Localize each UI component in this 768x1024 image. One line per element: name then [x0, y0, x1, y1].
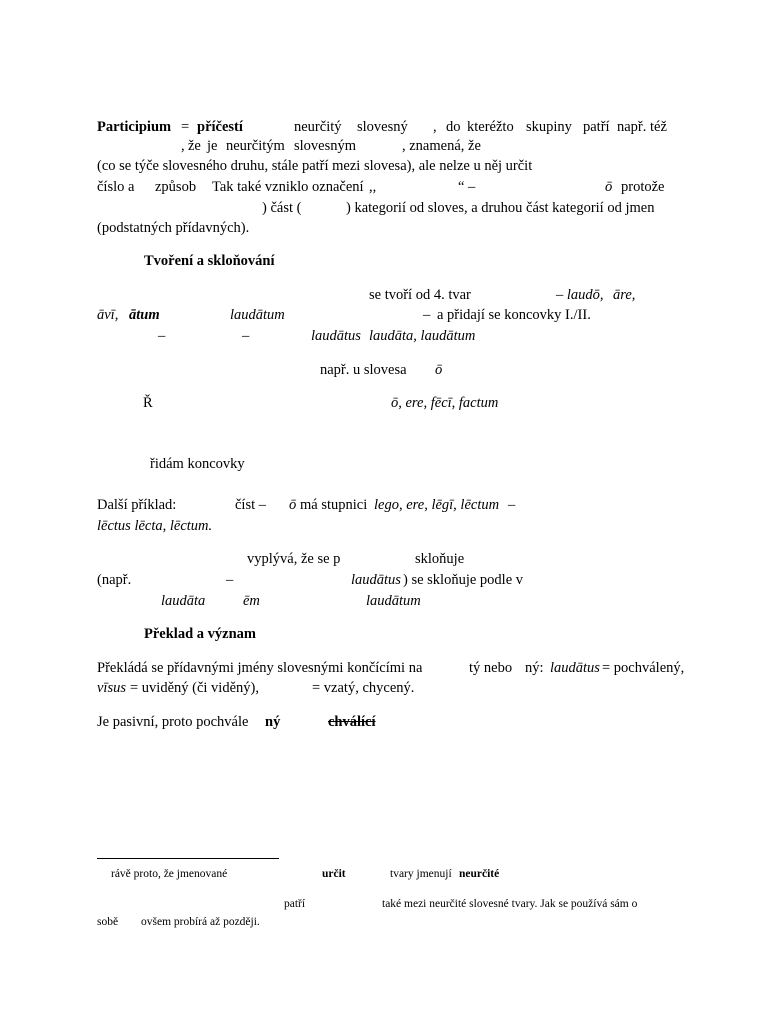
text-line: (podstatných přídavných).: [97, 220, 250, 236]
term-participium: Participium: [97, 119, 172, 135]
footnote-rule: [97, 858, 279, 859]
footnote-text: ovšem probírá až později.: [141, 916, 260, 928]
text-word: slovesný: [357, 119, 408, 135]
text-word: číslo a: [97, 179, 135, 195]
text-word: do: [446, 119, 461, 135]
latin-form: āre,: [613, 287, 636, 303]
text-word: např.: [617, 119, 647, 135]
latin-form: laudātus: [550, 660, 600, 676]
latin-supinum: ātum: [129, 307, 160, 323]
latin-form: laudāta: [161, 593, 206, 609]
text-word: kteréžto: [467, 119, 514, 135]
heading-tvoreni: Tvoření a skloňování: [144, 253, 275, 269]
text-word: –: [226, 572, 234, 588]
text-word: Další příklad:: [97, 497, 177, 513]
heading-preklad: Překlad a význam: [144, 626, 256, 642]
text-word: –: [508, 497, 516, 513]
footnote-text: neurčité: [459, 868, 500, 880]
quote-close: “ –: [458, 179, 476, 195]
text-line: řidám koncovky: [150, 456, 245, 472]
latin-form: vīsus: [97, 680, 126, 696]
footnote-text: také mezi neurčité slovesné tvary. Jak se používá sám o: [382, 898, 638, 910]
text-word: Překládá se přídavnými jmény slovesnými končícími na: [97, 660, 423, 676]
footnote-text: sobě: [97, 916, 119, 928]
text-word: ,: [433, 119, 437, 135]
text-word: neurčitým: [226, 138, 285, 154]
text-word: ) kategorií od sloves, a druhou část kategorií od jmen: [346, 200, 655, 216]
text-word: –: [242, 328, 250, 344]
latin-form: ō, ere, fēcī, factum: [391, 395, 499, 411]
footnote-text: tvary jmenují: [390, 868, 452, 880]
text-letter: Ř: [143, 395, 153, 411]
term-pricesti: příčestí: [197, 119, 243, 135]
text-word: Je pasivní, proto pochvále: [97, 714, 249, 730]
text-word: např. u slovesa: [320, 362, 407, 378]
footnote-text: patří: [284, 898, 306, 910]
latin-form: laudātum: [230, 307, 285, 323]
text-word: = pochválený,: [602, 660, 685, 676]
latin-form: lego, ere, lēgī, lēctum: [374, 497, 500, 513]
text-word: protože: [621, 179, 665, 195]
latin-form: āvī,: [97, 307, 119, 323]
latin-ending: ō: [435, 362, 443, 378]
text-word: že: [188, 138, 201, 154]
footnote-text: rávě proto, že jmenované: [111, 868, 228, 880]
text-word: –: [158, 328, 166, 344]
text-word: též: [650, 119, 667, 135]
footnote-text: určit: [322, 868, 346, 880]
latin-form: ēm: [243, 593, 260, 609]
latin-form: laudātus: [351, 572, 401, 588]
text-word: slovesným: [294, 138, 357, 154]
text-word: (např.: [97, 572, 132, 588]
text-emphasis: ný: [265, 714, 281, 730]
latin-form: laudātum: [366, 593, 421, 609]
text-word: ) se skloňuje podle v: [403, 572, 524, 588]
text-word: –: [423, 307, 431, 323]
latin-ending: ō: [605, 179, 613, 195]
text-word: ) část (: [262, 200, 302, 216]
text-word: Tak také vzniklo označení: [212, 179, 364, 195]
text-struck: chválící: [328, 714, 376, 730]
latin-ending: ō: [289, 497, 297, 513]
text-word: se tvoří od 4. tvar: [369, 287, 471, 303]
text-word: číst –: [235, 497, 267, 513]
text-word: ,: [181, 138, 185, 154]
quote-open: ,,: [369, 179, 377, 195]
text-word: ný:: [525, 660, 544, 676]
latin-form: laudāta, laudātum: [369, 328, 476, 344]
text-word: = uviděný (či viděný),: [130, 680, 259, 696]
text-word: , znamená, že: [402, 138, 481, 154]
text-word: = vzatý, chycený.: [312, 680, 415, 696]
text-word: vyplývá, že se p: [247, 551, 341, 567]
text-word: tý nebo: [469, 660, 513, 676]
text-word: způsob: [155, 179, 197, 195]
latin-form: – laudō,: [556, 287, 604, 303]
text-word: je: [207, 138, 218, 154]
text-line: (co se týče slovesného druhu, stále patří mezi slovesa), ale nelze u něj určit: [97, 158, 533, 174]
text-word: a přidají se koncovky I./II.: [437, 307, 591, 323]
text-word: skupiny: [526, 119, 572, 135]
text-word: neurčitý: [294, 119, 342, 135]
text-word: patří: [583, 119, 610, 135]
latin-form: laudātus: [311, 328, 361, 344]
latin-form: lēctus lēcta, lēctum.: [97, 518, 213, 534]
text-word: má stupnici: [300, 497, 368, 513]
equals-sign: =: [181, 119, 190, 135]
text-word: skloňuje: [415, 551, 465, 567]
